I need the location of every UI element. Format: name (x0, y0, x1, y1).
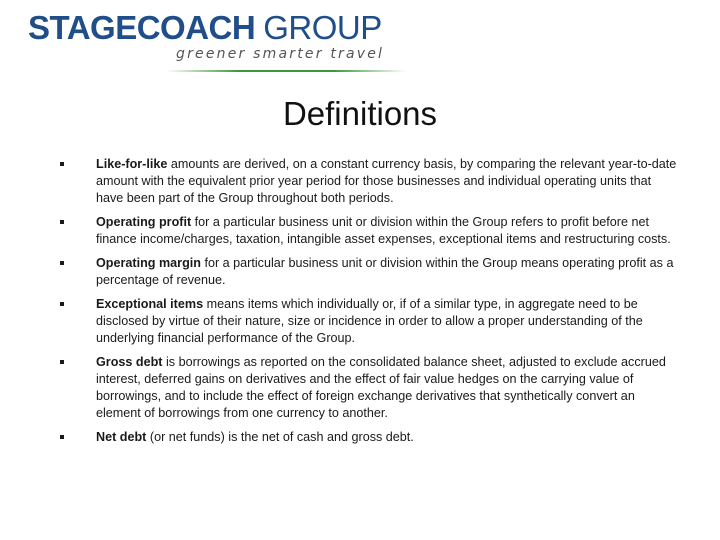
bullet-icon (60, 220, 64, 224)
definitions-list (60, 156, 680, 453)
bullet-icon (60, 435, 64, 439)
bullet-icon (60, 360, 64, 364)
definition-text: amounts are derived, on a constant currency basis, by comparing the relevant year-to-date amount with the equivalent prior year period for those businesses and individual operating units that have been part of the Group throughout both periods. (96, 157, 677, 205)
logo-wordmark-light: GROUP (263, 9, 382, 46)
definition-term: Operating margin (96, 256, 201, 270)
definition-item (60, 255, 680, 289)
logo-tagline: greener smarter travel (176, 46, 385, 62)
definition-term: Operating profit (96, 215, 192, 229)
logo-wordmark-bold: STAGECOACH (28, 9, 256, 46)
logo-underline (166, 70, 406, 72)
logo-wordmark (28, 8, 382, 48)
company-logo (28, 8, 428, 72)
page-title (0, 94, 720, 134)
definition-term: Like-for-like (96, 157, 168, 171)
definition-item (60, 214, 680, 248)
definition-item (60, 354, 680, 422)
definition-term: Net debt (96, 430, 147, 444)
bullet-icon (60, 162, 64, 166)
definition-item (60, 429, 680, 446)
page-title-text: Definitions (282, 95, 438, 132)
bullet-icon (60, 302, 64, 306)
definition-text: for a particular business unit or division within the Group refers to profit before net finance income/charges, taxation, intangible asset expenses, exceptional items and restructuring costs. (96, 215, 671, 246)
definition-text: (or net funds) is the net of cash and gross debt. (146, 430, 414, 444)
definition-item (60, 156, 680, 207)
definition-text: for a particular business unit or division within the Group means operating profit as a percentage of revenue. (96, 256, 674, 287)
definition-item (60, 296, 680, 347)
definition-term: Exceptional items (96, 297, 204, 311)
definition-term: Gross debt (96, 355, 163, 369)
bullet-icon (60, 261, 64, 265)
definition-text: means items which individually or, if of a similar type, in aggregate need to be disclosed by virtue of their nature, size or incidence in order to allow a proper understanding of the underlying financial performance of the Group. (96, 297, 643, 345)
definition-text: is borrowings as reported on the consolidated balance sheet, adjusted to exclude accrued interest, deferred gains on derivatives and the effect of fair value hedges on the carrying value of borrowings, and to include the effect of foreign exchange derivatives that synthetically convert an element of borrowings from one currency to another. (96, 355, 666, 420)
